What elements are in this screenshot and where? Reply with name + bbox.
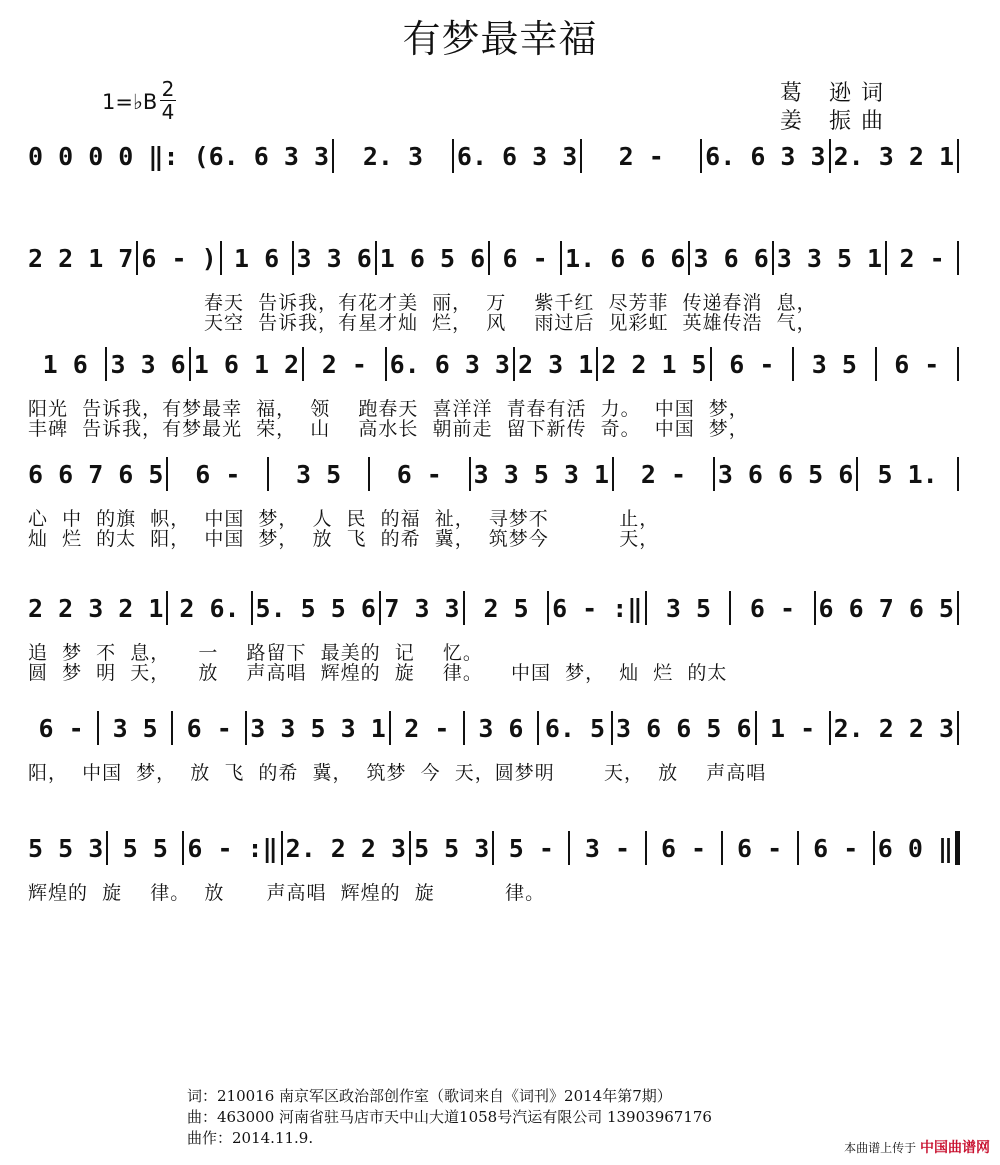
barline [463,591,465,625]
measure: 3 3 6 [110,349,186,379]
barline [856,457,858,491]
barline [645,591,647,625]
measure: 6 - :‖ [187,833,278,863]
notation-line [28,346,962,382]
lyric-line: 心 中 的旗 帜， 中国 梦， 人 民 的福 祉， 寻梦不 止， [28,508,660,530]
notation-line [28,138,962,174]
measure: 5 5 [122,833,168,863]
measure: 6 0 ‖ [877,833,953,863]
key-signature: 1=♭B [102,90,158,114]
lyricist-credit: 葛 逊词 [780,81,893,106]
measure: 6 6 7 6 5 [818,593,954,623]
score-system [28,240,962,334]
measure: 2 - [640,459,687,489]
barline [385,347,387,381]
barline [171,711,173,745]
barline [281,831,283,865]
barline [245,711,247,745]
barline [568,831,570,865]
barline [389,711,391,745]
barline [189,347,191,381]
barline [957,591,959,625]
barline [332,139,334,173]
barline [97,711,99,745]
barline [814,591,816,625]
measure: 3 5 [112,713,158,743]
notation-line [28,710,962,746]
barline [792,347,794,381]
score-system [28,590,962,684]
measure: 6 - [396,459,442,489]
measure: 3 3 5 3 1 [473,459,610,489]
notation-line [28,830,962,866]
measure: 5 5 3 [414,833,490,863]
measure: 2 2 1 7 [28,243,134,273]
lyric-line: 阳， 中国 梦， 放 飞 的希 冀， 筑梦 今 天，圆梦明 天， 放 声高唱 [28,762,767,784]
measure: 6 - [502,243,548,273]
barline [873,831,875,865]
measure: 3 5 [665,593,711,623]
lyric-line: 丰碑 告诉我，有梦最光 荣， 山 高水长 朝前走 留下新传 奇。 中国 梦， [28,418,749,440]
measure: 2 2 3 2 1 [28,593,164,623]
barline [885,241,887,275]
barline [755,711,757,745]
barline [488,241,490,275]
watermark-prefix: 本曲谱上传于 [844,1141,917,1155]
footer-line-3: 曲作：2014.11.9. [187,1129,314,1147]
barline [957,241,959,275]
score-system [28,346,962,440]
measure: 6 - ) [141,243,217,273]
lyric-line: 天空 告诉我，有星才灿 烂， 风 雨过后 见彩虹 英雄传浩 气， [204,312,817,334]
barline [463,711,465,745]
lyric-line: 辉煌的 旋 律。 放 声高唱 辉煌的 旋 律。 [28,882,546,904]
barline [560,241,562,275]
measure: 2. 2 2 3 [285,833,407,863]
measure: 6. 6 3 3 [705,141,826,171]
barline [166,591,168,625]
measure: 6 - [749,593,796,623]
measure: 6 - [660,833,707,863]
barline [537,711,539,745]
barline [220,241,222,275]
measure: 6 - [813,833,859,863]
barline [688,241,690,275]
barline [797,831,799,865]
measure: 2. 3 [362,141,424,171]
barline [166,457,168,491]
barline [829,139,831,173]
measure: 5 - [508,833,554,863]
measure: 1. 6 6 6 [565,243,686,273]
barline [375,241,377,275]
barline [957,711,959,745]
measure: 1 6 [234,243,280,273]
measure: 6 6 7 6 5 [28,459,164,489]
barline [368,457,370,491]
measure: 3 6 [478,713,524,743]
measure: 2 5 [483,593,529,623]
measure: 0 0 0 0 ‖: (6. 6 3 3 [28,141,330,171]
measure: 2 - [618,141,664,171]
barline [106,831,108,865]
barline [469,457,471,491]
barline [513,347,515,381]
measure: 3 6 6 [693,243,769,273]
measure: 3 3 5 3 1 [250,713,386,743]
barline [547,591,549,625]
barline [645,831,647,865]
barline [721,831,723,865]
barline [182,831,184,865]
barline [379,591,381,625]
barline [611,711,613,745]
barline [267,457,269,491]
time-signature [158,78,178,123]
measure: 6 - [729,349,775,379]
barline [302,347,304,381]
barline [409,831,411,865]
measure: 6 - [195,459,241,489]
measure: 6. 6 3 3 [389,349,510,379]
barline [710,347,712,381]
measure: 3 6 6 5 6 [717,459,854,489]
measure: 6. 5 [544,713,606,743]
barline [612,457,614,491]
measure: 2 3 1 [517,349,594,379]
measure: 2 - [899,243,945,273]
measure: 2 - [404,713,450,743]
barline [700,139,702,173]
notation-line [28,240,962,276]
measure: 3 5 [295,459,342,489]
measure: 3 6 6 5 6 [616,713,752,743]
measure: 6 - [737,833,783,863]
notation-line [28,590,962,626]
measure: 2. 2 2 3 [833,713,955,743]
measure: 3 5 [811,349,857,379]
lyric-line: 灿 烂 的太 阳， 中国 梦， 放 飞 的希 冀， 筑梦今 天， [28,528,660,550]
measure: 6 - [186,713,232,743]
measure: 3 - [584,833,631,863]
meter-top: 2 [161,77,175,101]
measure: 6. 6 3 3 [456,141,578,171]
barline [772,241,774,275]
lyric-line: 追 梦 不 息， 一 路留下 最美的 记 忆。 [28,642,483,664]
measure: 1 6 5 6 [379,243,486,273]
measure: 3 3 6 [296,243,372,273]
meter-bottom: 4 [161,100,175,124]
measure: 7 3 3 [384,593,460,623]
barline [729,591,731,625]
measure: 1 6 1 2 [193,349,300,379]
score-system [28,710,962,784]
watermark-site: 中国曲谱网 [920,1140,990,1156]
measure: 5 5 3 [28,833,104,863]
barline [251,591,253,625]
measure: 5. 5 5 6 [255,593,376,623]
barline [452,139,454,173]
notation-line [28,456,962,492]
measure: 5 1. [877,459,938,489]
barline [957,457,959,491]
measure: 3 3 5 1 [776,243,883,273]
lyric-line: 圆 梦 明 天， 放 声高唱 辉煌的 旋 律。 中国 梦， 灿 烂 的太 [28,662,728,684]
measure: 6 - [894,349,940,379]
barline [713,457,715,491]
score-system [28,456,962,550]
composer-credit: 姜 振曲 [780,109,893,134]
barline [955,831,960,865]
barline [957,139,959,173]
measure: 2 6. [179,593,240,623]
measure: 2 2 1 5 [601,349,707,379]
measure: 6 - :‖ [552,593,643,623]
barline [875,347,877,381]
barline [957,347,959,381]
measure: 1 - [769,713,816,743]
footer-line-1: 词：210016 南京军区政治部创作室（歌词来自《词刊》2014年第7期） [187,1087,672,1105]
footer-line-2: 曲：463000 河南省驻马店市天中山大道1058号汽运有限公司 13903967176 [187,1108,712,1126]
watermark [844,1137,990,1157]
lyric-line: 春天 告诉我，有花才美 丽， 万 紫千红 尽芳菲 传递春消 息， [204,292,817,314]
song-title: 有梦最幸福 [402,17,598,61]
barline [596,347,598,381]
score-system [28,138,962,208]
measure: 1 6 [42,349,88,379]
measure: 2 - [321,349,367,379]
measure: 6 - [38,713,84,743]
measure: 2. 3 2 1 [833,141,955,171]
lyric-line: 阳光 告诉我，有梦最幸 福， 领 跑春天 喜洋洋 青春有活 力。 中国 梦， [28,398,749,420]
barline [136,241,138,275]
barline [829,711,831,745]
barline [292,241,294,275]
barline [105,347,107,381]
score-system [28,830,962,904]
barline [492,831,494,865]
barline [580,139,582,173]
